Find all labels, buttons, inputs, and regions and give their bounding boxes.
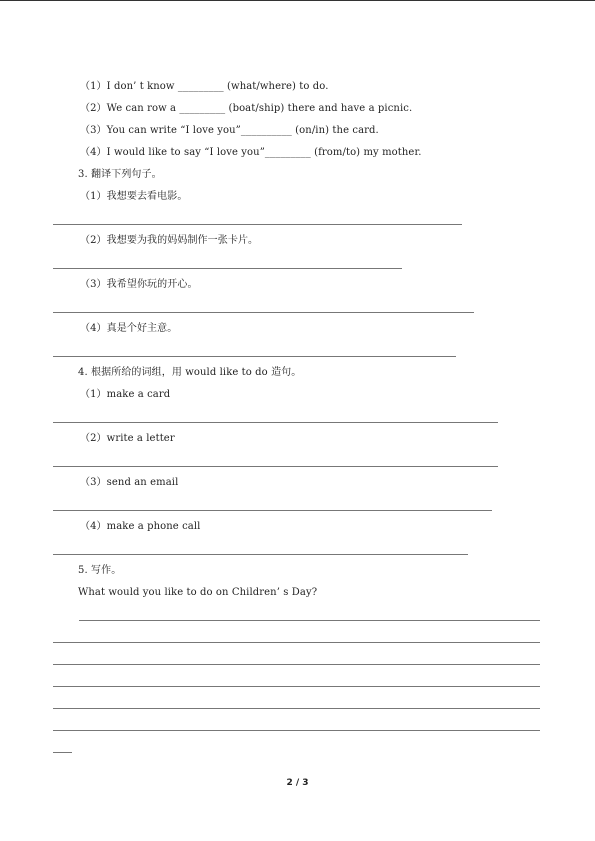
translate-item-2: （2）我想要为我的妈妈制作一张卡片。 (80, 235, 259, 246)
answer-line[interactable] (53, 356, 456, 357)
section-4-heading: 4. 根据所给的词组，用 would like to do 造句。 (78, 367, 302, 378)
writing-line[interactable] (53, 708, 540, 709)
writing-line[interactable] (53, 686, 540, 687)
answer-line[interactable] (53, 554, 468, 555)
page-top-border (0, 0, 595, 1)
section-5-heading: 5. 写作。 (78, 565, 122, 576)
blank-item-4: （4）I would like to say “I love you”_________ (from/to) my mother. (80, 147, 422, 158)
answer-line[interactable] (53, 312, 474, 313)
blank-item-3: （3）You can write “I love you”__________ (on/in) the card. (80, 125, 379, 136)
answer-line[interactable] (53, 268, 402, 269)
writing-line-short[interactable] (53, 752, 72, 753)
phrase-item-3: （3）send an email (80, 477, 179, 488)
page-number: 2 / 3 (286, 778, 309, 788)
writing-line[interactable] (53, 730, 540, 731)
phrase-item-4: （4）make a phone call (80, 521, 201, 532)
writing-question: What would you like to do on Children’ s Day? (78, 587, 318, 598)
translate-item-1: （1）我想要去看电影。 (80, 191, 188, 202)
translate-item-3: （3）我希望你玩的开心。 (80, 279, 198, 290)
blank-item-2: （2）We can row a _________ (boat/ship) there and have a picnic. (80, 103, 413, 114)
answer-line[interactable] (53, 422, 498, 423)
translate-item-4: （4）真是个好主意。 (80, 323, 178, 334)
answer-line[interactable] (53, 510, 492, 511)
section-3-heading: 3. 翻译下列句子。 (78, 169, 162, 180)
phrase-item-2: （2）write a letter (80, 433, 175, 444)
writing-line[interactable] (79, 620, 540, 621)
writing-line[interactable] (53, 664, 540, 665)
phrase-item-1: （1）make a card (80, 389, 171, 400)
blank-item-1: （1）I don’ t know _________ (what/where) to do. (80, 81, 329, 92)
answer-line[interactable] (53, 466, 498, 467)
writing-line[interactable] (53, 642, 540, 643)
answer-line[interactable] (53, 224, 462, 225)
